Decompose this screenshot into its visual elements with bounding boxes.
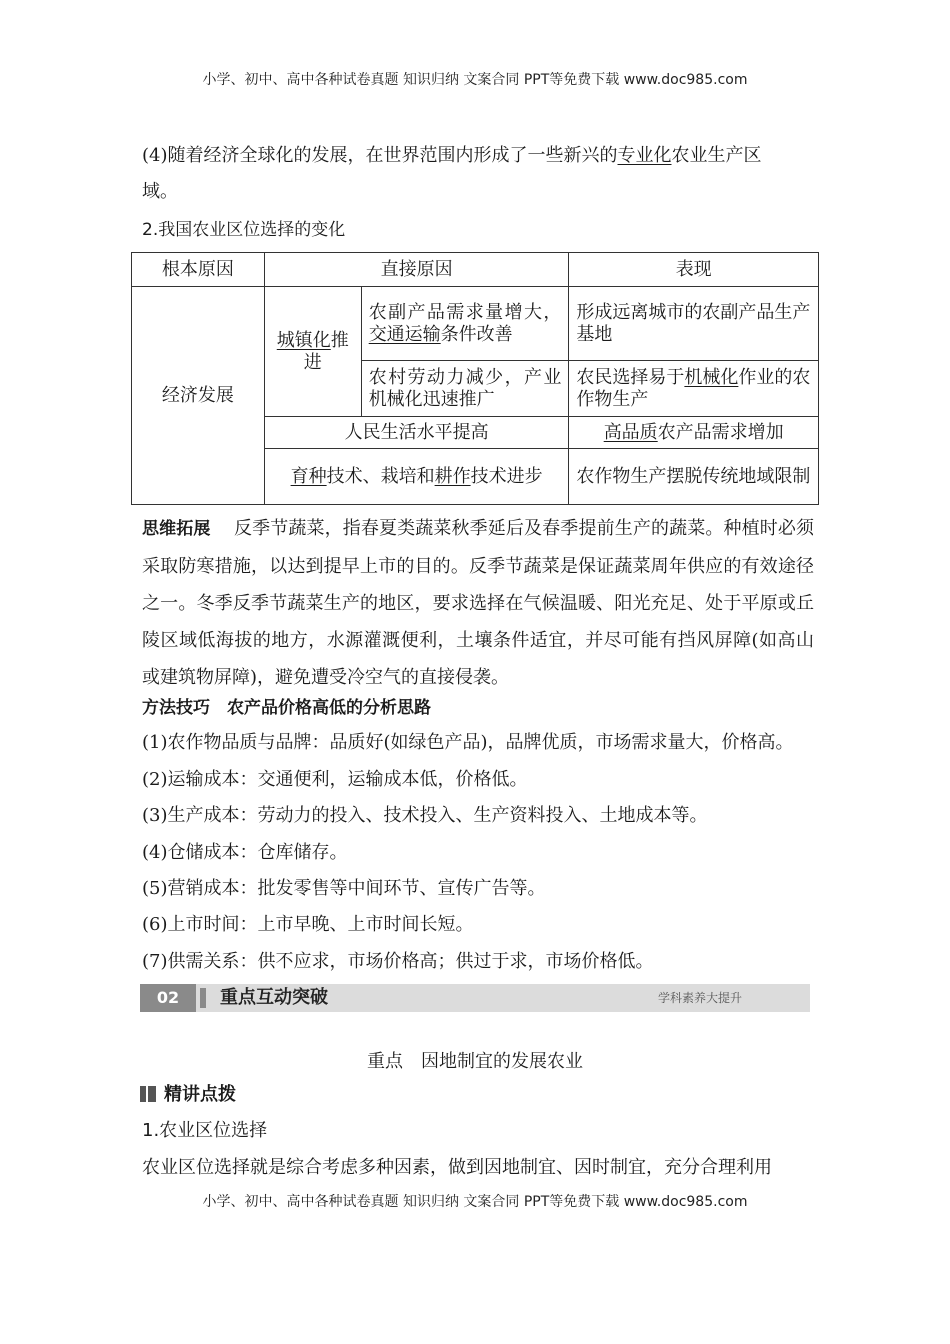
effect-cell: 形成远离城市的农副产品生产基地 [569,287,819,361]
table-header-row [132,253,819,287]
method-item: (2)运输成本：交通便利，运输成本低，价格低。 [142,769,528,790]
cause-text: 技术、栽培和 [326,465,435,487]
method-title: 方法技巧 农产品价格高低的分析思路 [142,698,431,718]
urbanization-suffix: 推进 [303,329,349,373]
method-item: (7)供需关系：供不应求，市场价格高；供过于求，市场价格低。 [142,951,654,972]
urbanization-term: 城镇化 [276,329,331,351]
high-quality-term: 高品质 [603,421,658,443]
method-item: (3)生产成本：劳动力的投入、技术投入、生产资料投入、土地成本等。 [142,805,708,826]
effect-cell [569,417,819,449]
p4-text-end: 农业生产区 [671,145,762,166]
effect-text: 农民选择易于 [576,366,685,388]
urbanization-cell [264,287,361,417]
transport-term: 交通运输 [368,323,441,345]
banner-title: 重点互动突破 [220,987,328,1008]
cause-text-end: 技术进步 [470,465,543,487]
cause-cell: 人民生活水平提高 [264,417,569,449]
last-paragraph: 农业区位选择就是综合考虑多种因素，做到因地制宜、因时制宜，充分合理利用 [142,1157,772,1178]
tillage-term: 耕作 [434,465,471,487]
cause-cell [264,449,569,505]
method-item: (6)上市时间：上市早晚、上市时间长短。 [142,914,474,935]
p4-text: (4)随着经济全球化的发展，在世界范围内形成了一些新兴的 [142,145,618,166]
thinking-label: 思维拓展 [142,519,211,539]
mechanization-term: 机械化 [684,366,739,388]
header-direct-cause: 直接原因 [264,253,569,287]
banner-subtitle: 学科素养大提升 [657,991,742,1005]
breeding-term: 育种 [290,465,327,487]
section-2-title: 2.我国农业区位选择的变化 [142,220,346,240]
thinking-extension [142,510,814,696]
paragraph-4 [142,143,822,169]
page-header: 小学、初中、高中各种试卷真题 知识归纳 文案合同 PPT等免费下载 www.doc985.com [202,72,748,88]
p4-underlined-term: 专业化 [617,145,672,166]
table-row [132,287,819,361]
thinking-text: 反季节蔬菜，指春夏类蔬菜秋季延后及春季提前生产的蔬菜。种植时必须采取防寒措施，以达到提早上市的目的。反季节蔬菜是保证蔬菜周年供应的有效途径之一。冬季反季节蔬菜生产的地区，要求选择在气候温暖、阳光充足、处于平原或丘陵区域低海拔的地方，水源灌溉便利，土壤条件适宜，并尽可能有挡风屏障(如高山或建筑物屏障)，避免遭受冷空气的直接侵袭。 [142,518,815,688]
cause-cell [361,287,569,361]
section-banner [140,984,810,1012]
effect-cell [569,361,819,417]
section-1-title: 1.农业区位选择 [142,1120,268,1141]
cause-text-end: 条件改善 [440,323,513,345]
root-cause-cell: 经济发展 [132,287,265,505]
effect-cell: 农作物生产摆脱传统地域限制 [569,449,819,505]
banner-divider [200,988,206,1008]
header-effect: 表现 [569,253,819,287]
method-item: (1)农作物品质与品牌：品质好(如绿色产品)，品牌优质，市场需求量大，价格高。 [142,732,794,753]
agri-change-table [131,252,819,505]
cause-text: 农副产品需求量增大， [368,301,562,323]
method-item: (5)营销成本：批发零售等中间环节、宣传广告等。 [142,878,546,899]
effect-text: 农产品需求增加 [657,421,784,443]
banner-number: 02 [140,984,196,1012]
method-item: (4)仓储成本：仓库储存。 [142,842,348,863]
key-point-title: 重点 因地制宜的发展农业 [367,1051,583,1072]
cause-cell: 农村劳动力减少，产业机械化迅速推广 [361,361,569,417]
paragraph-4-line2: 域。 [142,181,178,202]
jingjiang-heading [140,1083,820,1107]
header-root-cause: 根本原因 [132,253,265,287]
section-marker-icon [140,1086,156,1102]
effect-text-end: 作业的农作物生产 [576,366,811,410]
page-footer: 小学、初中、高中各种试卷真题 知识归纳 文案合同 PPT等免费下载 www.doc985.com [202,1194,748,1210]
jingjiang-label: 精讲点拨 [164,1084,236,1105]
